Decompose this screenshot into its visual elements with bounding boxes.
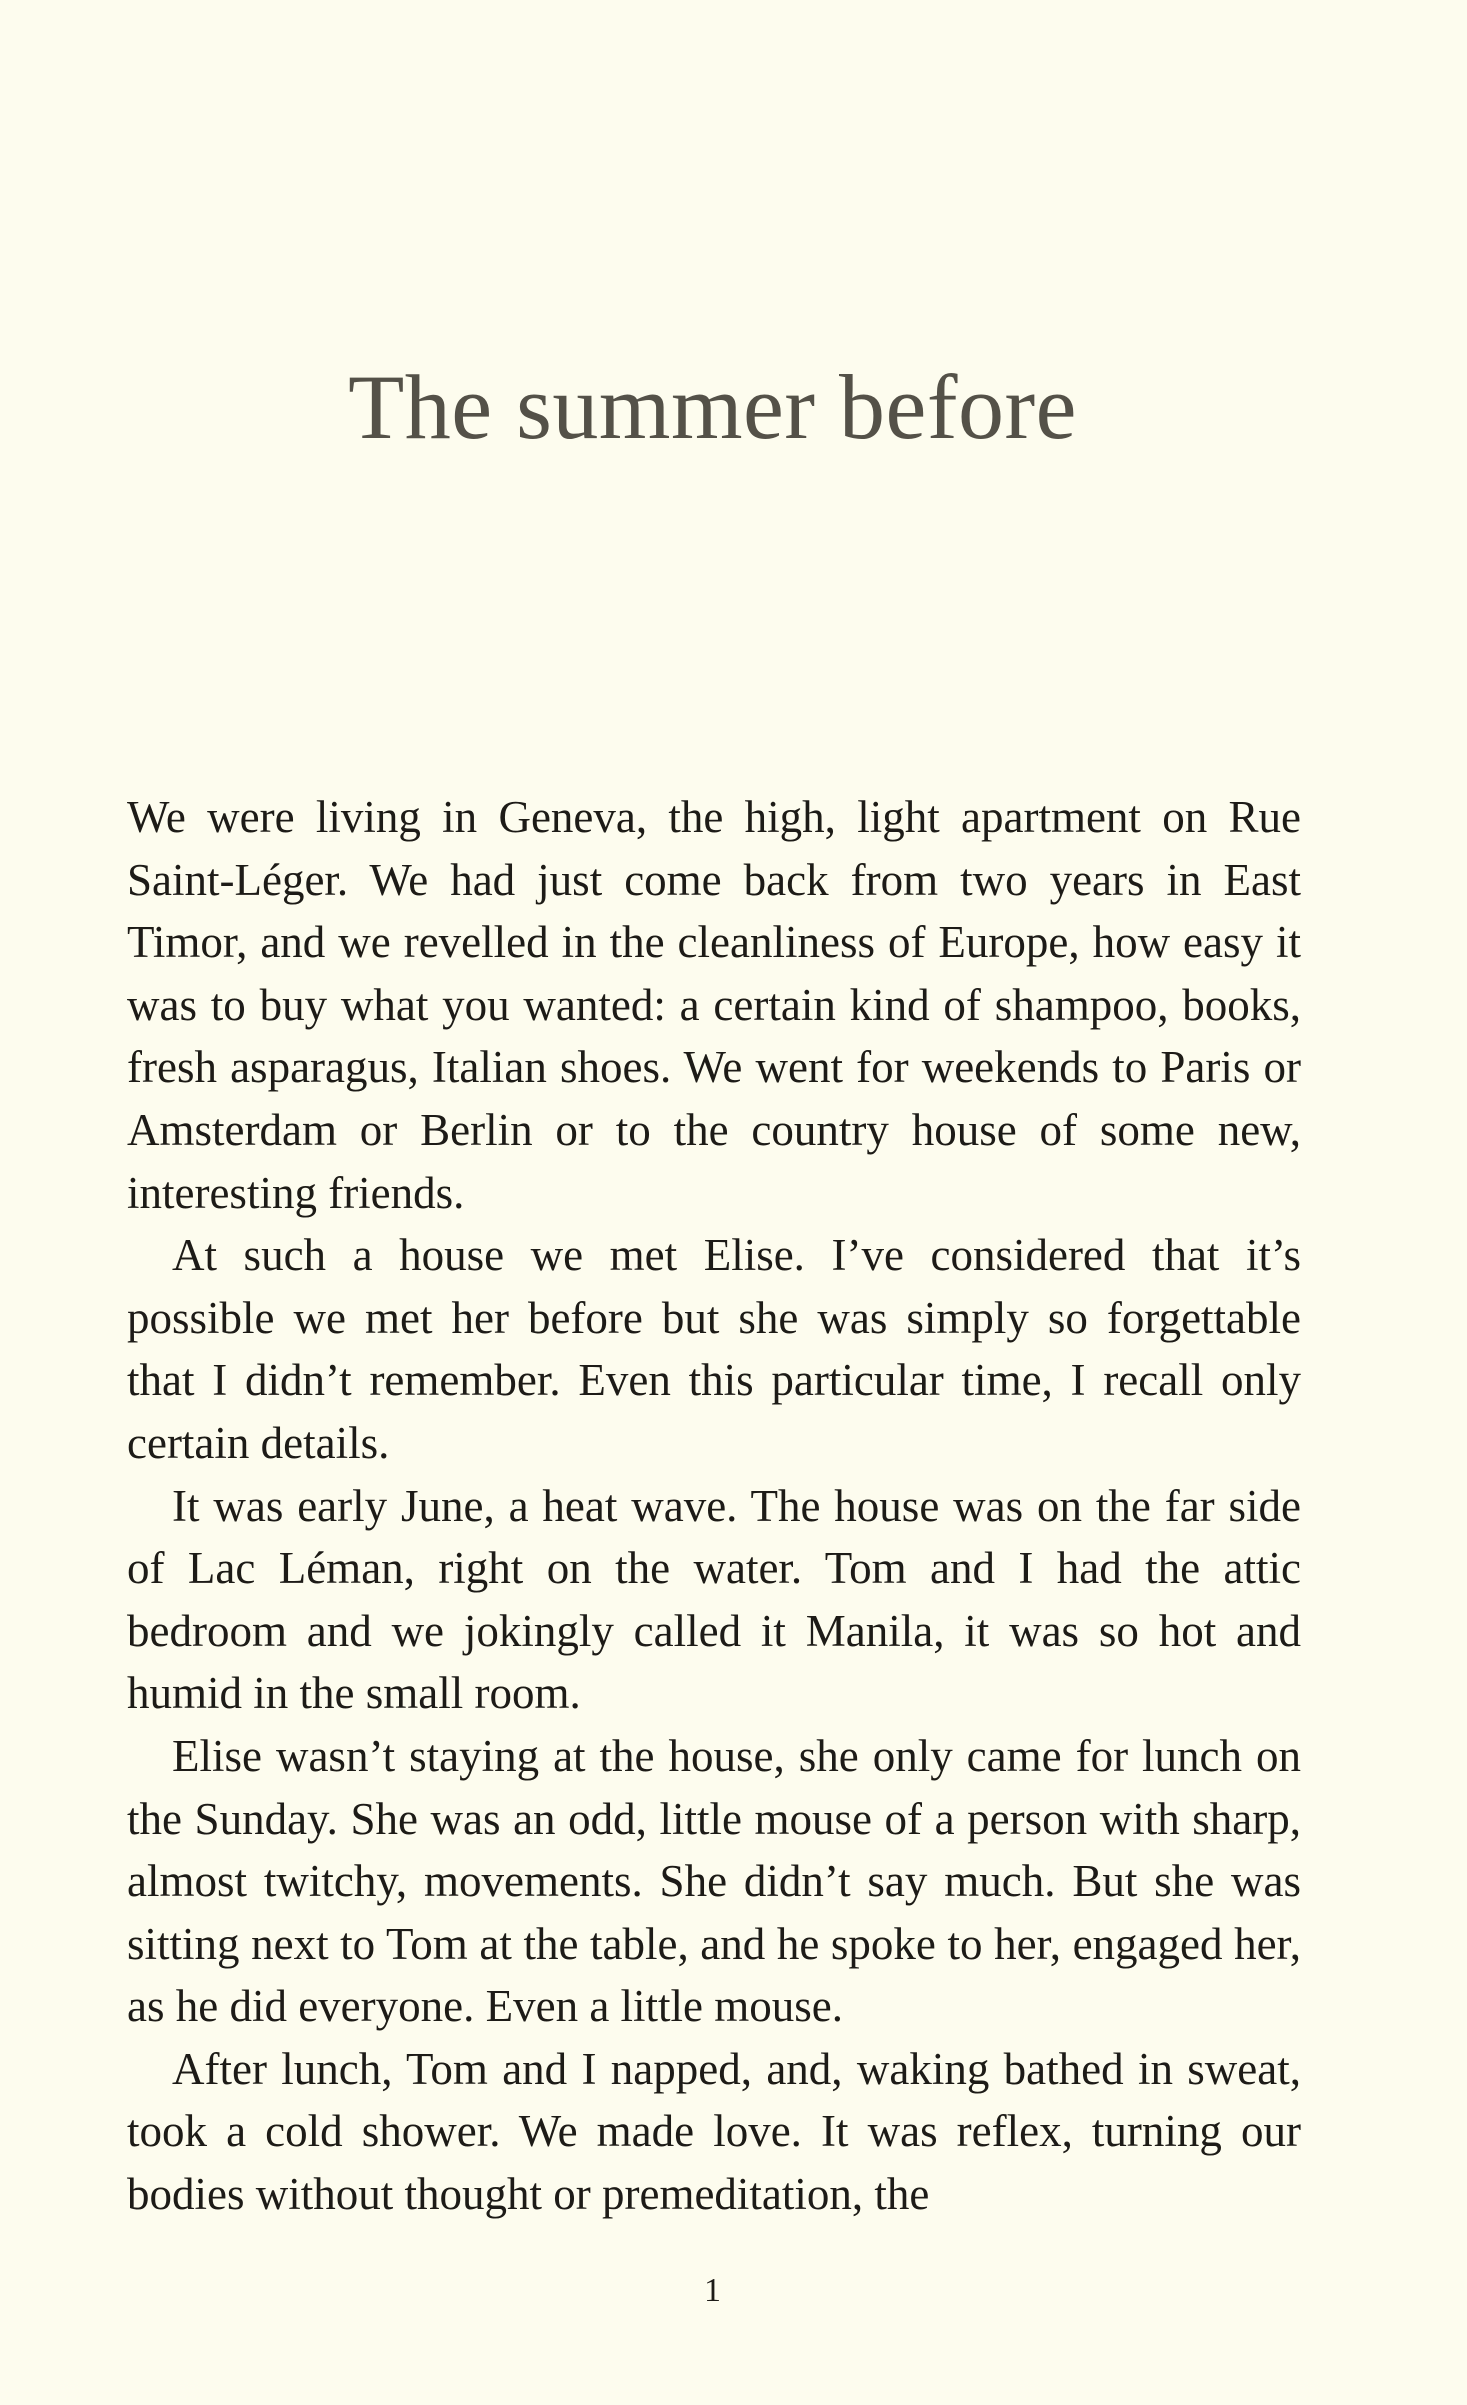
page-number: 1 <box>704 2272 721 2309</box>
paragraph-4: Elise wasn’t staying at the house, she only came for lunch on the Sunday. She was an odd, little mouse of a person with sharp, almost twitchy, movements. She didn’t say much. But she was sitting next to Tom at the table, and he spoke to her, engaged her, as he did everyone. Even a little mouse. <box>127 1730 1301 2032</box>
paragraph-2: At such a house we met Elise. I’ve considered that it’s possible we met her before but she was simply so forgettable that I didn’t remember. Even this particular time, I recall only certain details. <box>127 1230 1301 1468</box>
body-text <box>127 786 1301 2226</box>
paragraph-1: We were living in Geneva, the high, light apartment on Rue Saint-Léger. We had just come back from two years in East Timor, and we revelled in the cleanliness of Europe, how easy it was to buy what you wanted: a certain kind of shampoo, books, fresh asparagus, Italian shoes. We went for weekends to Paris or Amsterdam or Berlin or to the country house of some new, interesting friends. <box>127 792 1301 1218</box>
paragraph-3: It was early June, a heat wave. The house was on the far side of Lac Léman, right on the water. Tom and I had the attic bedroom and we jokingly called it Manila, it was so hot and humid in the small room. <box>127 1480 1301 1719</box>
paragraph-5: After lunch, Tom and I napped, and, waking bathed in sweat, took a cold shower. We made love. It was reflex, turning our bodies without thought or premeditation, the <box>127 2043 1301 2220</box>
chapter-title: The summer before <box>348 356 1077 458</box>
